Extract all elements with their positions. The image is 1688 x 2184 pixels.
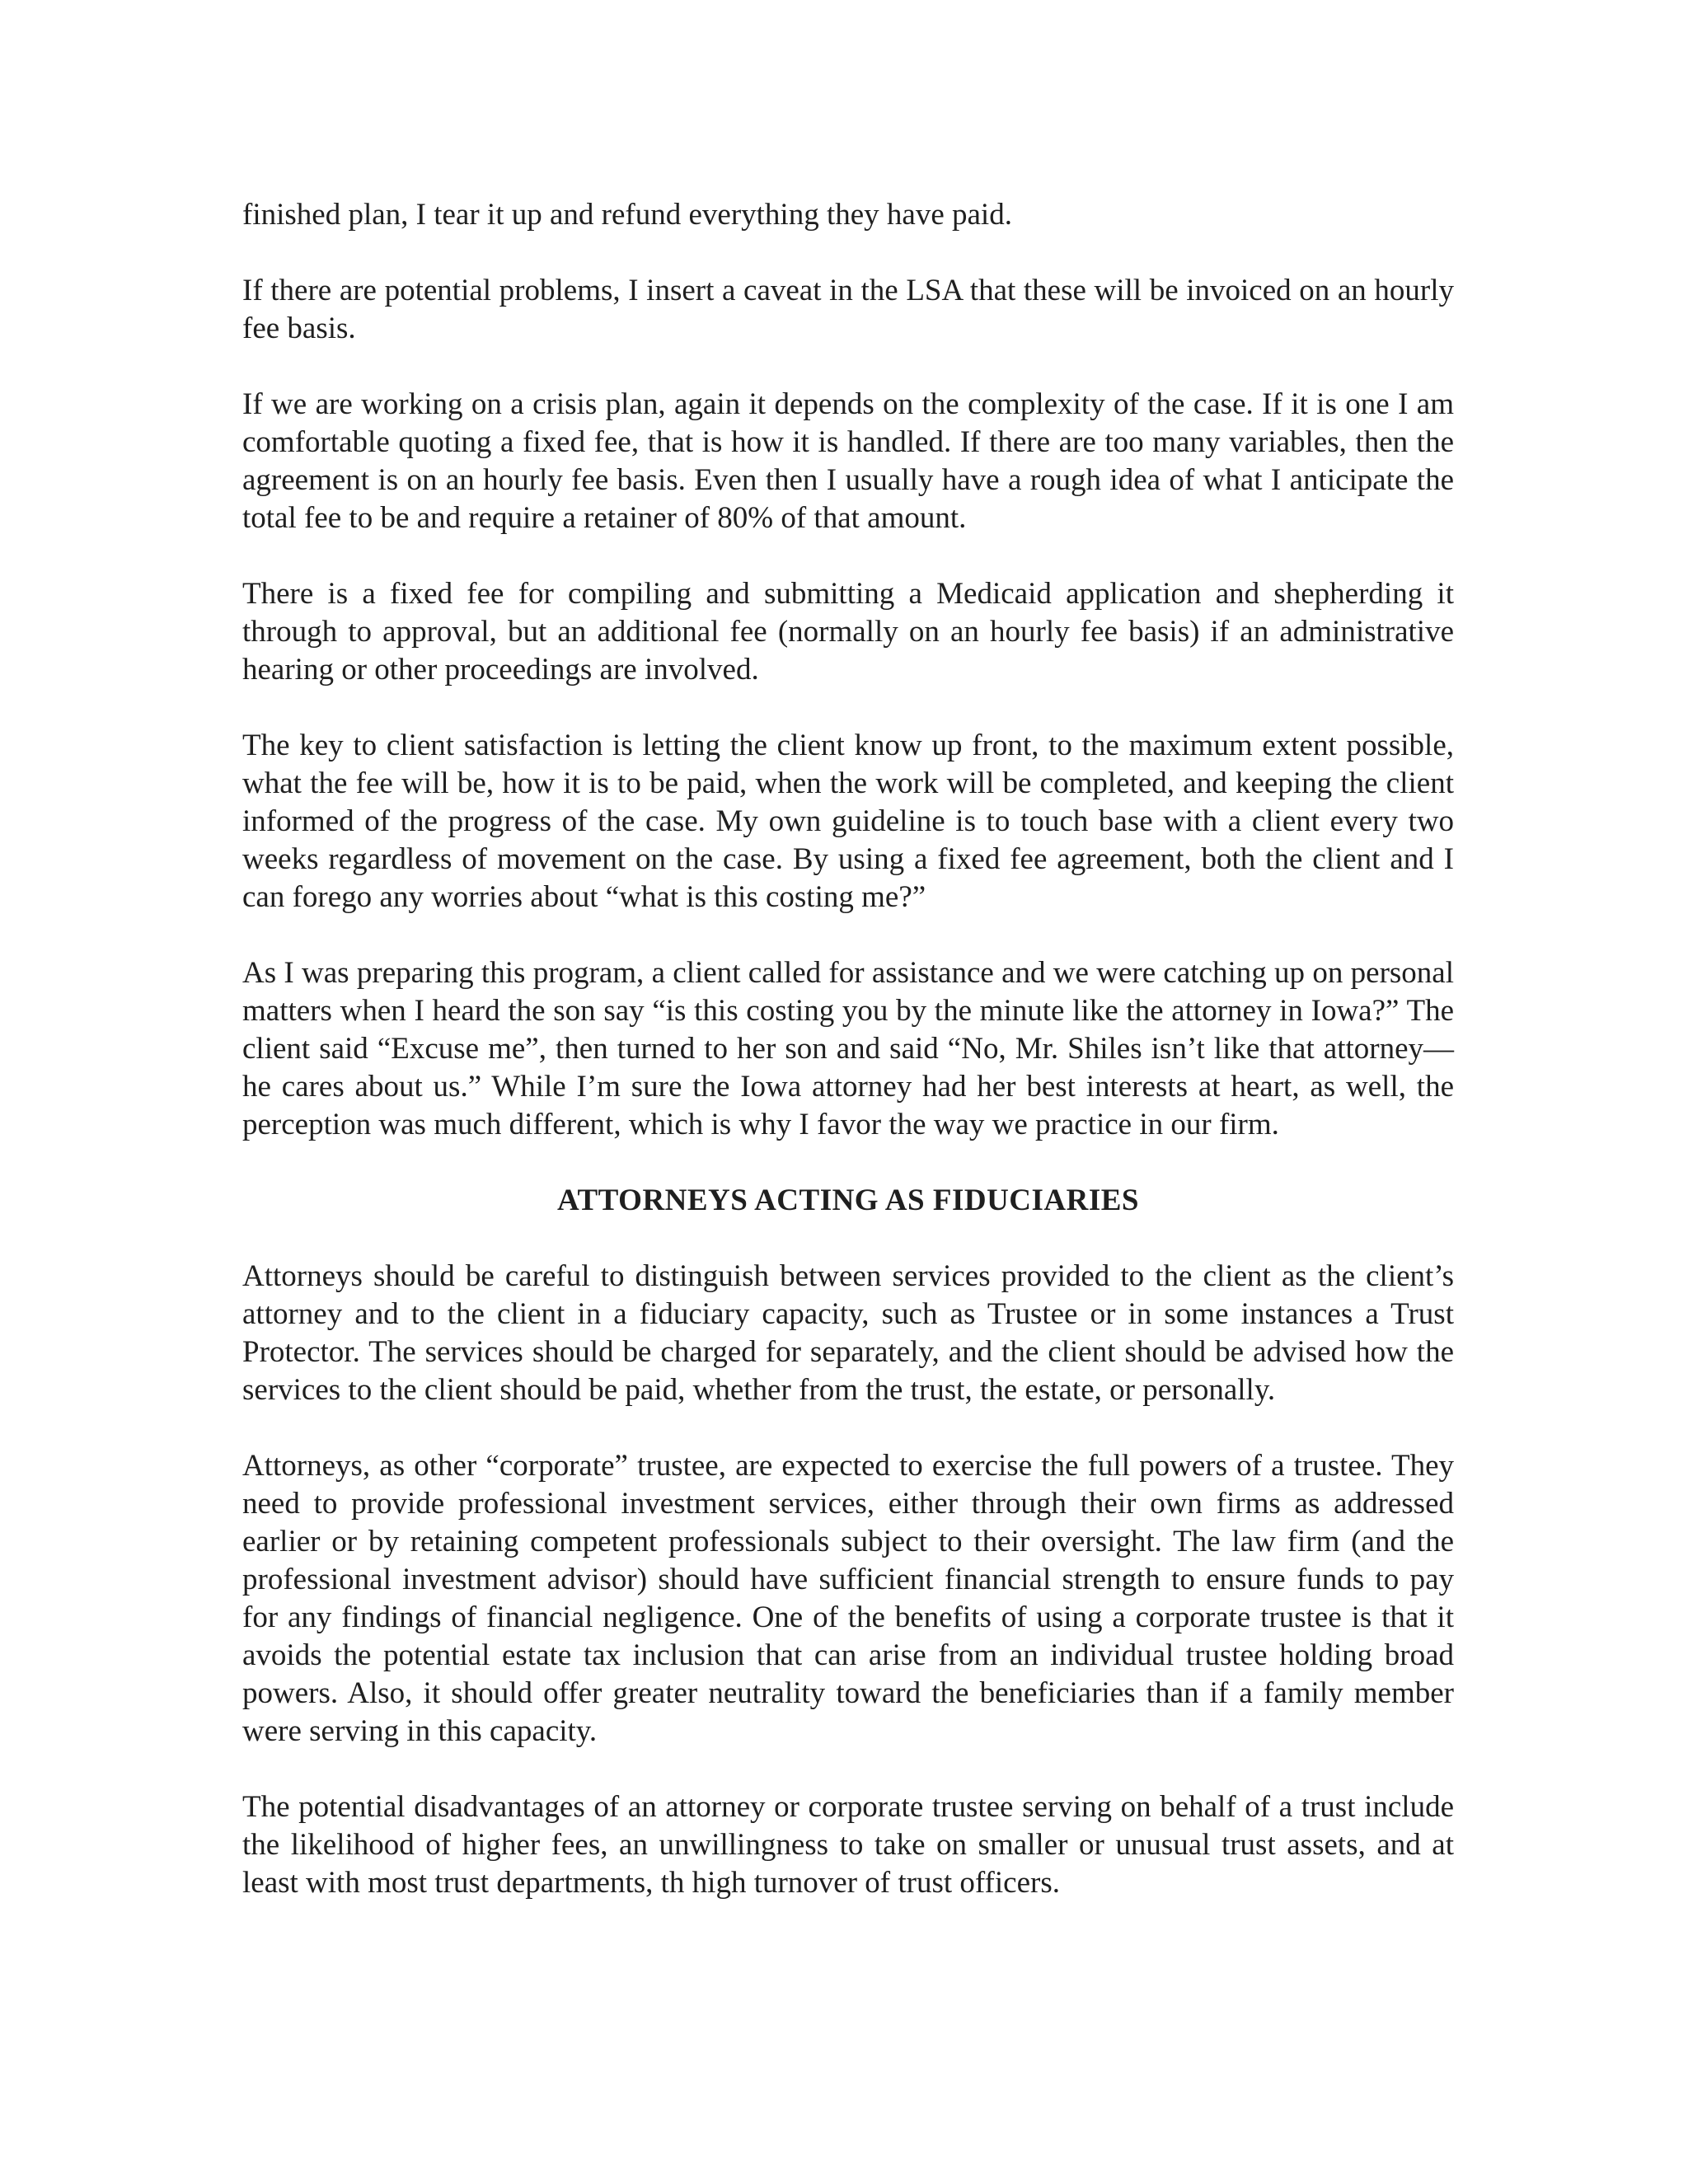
paragraph-client-anecdote: As I was preparing this program, a client called for assistance and we were catching up on personal matters when I heard the son say “is this costing you by the minute like the attorney in Iowa?” The client said “Excuse me”, then turned to her son and said “No, Mr. Shiles isn’t like that attorney—he cares about us.” While I’m sure the Iowa attorney had her best interests at heart, as well, the perception was much different, which is why I favor the way we practice in our firm. xyxy=(242,956,1454,1141)
paragraph-hourly-caveat: If there are potential problems, I insert a caveat in the LSA that these will be invoiced on an hourly fee basis. xyxy=(242,274,1454,345)
document-body xyxy=(242,196,1454,1940)
paragraph-fiduciary-services: Attorneys should be careful to distinguish between services provided to the client as the client’s attorney and to the client in a fiduciary capacity, such as Trustee or in some instances a Trust Protector. The services should be charged for separately, and the client should be advised how the services to the client should be paid, whether from the trust, the estate, or personally. xyxy=(242,1259,1454,1407)
paragraph-medicaid-fee: There is a fixed fee for compiling and submitting a Medicaid application and shepherding it through to approval, but an additional fee (normally on an hourly fee basis) if an administrative hearing or other proceedings are involved. xyxy=(242,577,1454,687)
paragraph-corporate-trustee: Attorneys, as other “corporate” trustee, are expected to exercise the full powers of a trustee. They need to provide professional investment services, either through their own firms as addressed earlier or by retaining competent professionals subject to their oversight. The law firm (and the professional investment advisor) should have sufficient financial strength to ensure funds to pay for any findings of financial negligence. One of the benefits of using a corporate trustee is that it avoids the potential estate tax inclusion that can arise from an individual trustee holding broad powers. Also, it should offer greater neutrality toward the beneficiaries than if a family member were serving in this capacity. xyxy=(242,1449,1454,1748)
paragraph-client-satisfaction: The key to client satisfaction is letting the client know up front, to the maximum extent possible, what the fee will be, how it is to be paid, when the work will be completed, and keeping the client informed of the progress of the case. My own guideline is to touch base with a client every two weeks regardless of movement on the case. By using a fixed fee agreement, both the client and I can forego any worries about “what is this costing me?” xyxy=(242,729,1454,914)
paragraph-refund: finished plan, I tear it up and refund everything they have paid. xyxy=(242,198,1012,232)
paragraph-disadvantages: The potential disadvantages of an attorney or corporate trustee serving on behalf of a trust include the likelihood of higher fees, an unwillingness to take on smaller or unusual trust assets, and at least with most trust departments, th high turnover of trust officers. xyxy=(242,1790,1454,1900)
section-heading: ATTORNEYS ACTING AS FIDUCIARIES xyxy=(557,1183,1139,1217)
paragraph-crisis-plan: If we are working on a crisis plan, again it depends on the complexity of the case. If it is one I am comfortable quoting a fixed fee, that is how it is handled. If there are too many variables, then the agreement is on an hourly fee basis. Even then I usually have a rough idea of what I anticipate the total fee to be and require a retainer of 80% of that amount. xyxy=(242,387,1454,535)
